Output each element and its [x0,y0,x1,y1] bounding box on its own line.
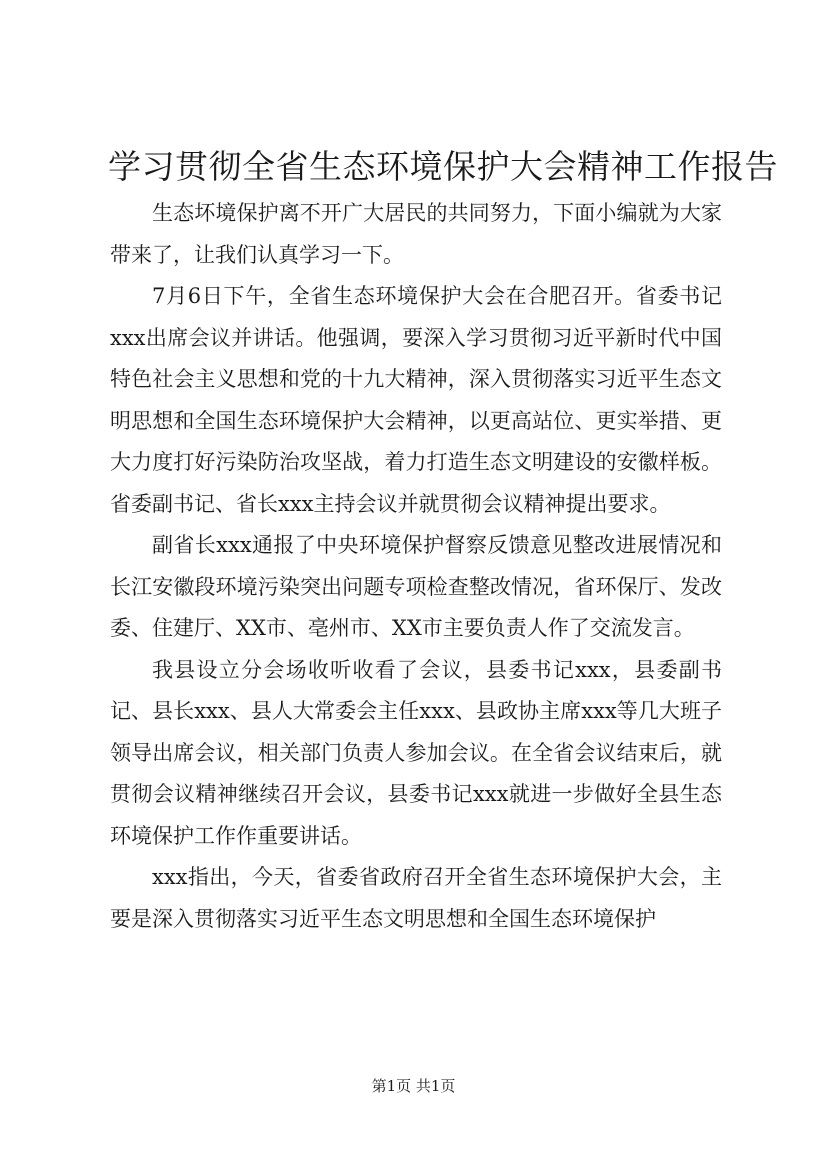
paragraph-meeting: 7月6日下午，全省生态环境保护大会在合肥召开。省委书记xxx出席会议并讲话。他强调，要深入学习贯彻习近平新时代中国特色社会主义思想和党的十九大精神，深入贯彻落实习近平生态文明思想和全国生态环境保护大会精神，以更高站位、更实举措、更大力度打好污染防治攻坚战，着力打造生态文明建设的安徽样板。省委副书记、省长xxx主持会议并就贯彻会议精神提出要求。 [110,284,722,516]
paragraph-intro: 生态坏境保护离不开广大居民的共同努力，下面小编就为大家带来了，让我们认真学习一下。 [110,201,722,267]
paragraph-speech: xxx指出，今天，省委省政府召开全省生态环境保护大会，主要是深入贯彻落实习近平生态文明思想和全国生态环境保护 [110,865,722,931]
document-body [110,193,722,940]
paragraph-report: 副省长xxx通报了中央环境保护督察反馈意见整改进展情况和长江安徽段环境污染突出问题专项检查整改情况，省环保厅、发改委、住建厅、XX市、亳州市、XX市主要负责人作了交流发言。 [110,533,722,640]
paragraph-county: 我县设立分会场收听收看了会议，县委书记xxx，县委副书记、县长xxx、县人大常委会主任xxx、县政协主席xxx等几大班子领导出席会议，相关部门负责人参加会议。在全省会议结束后，就贯彻会议精神继续召开会议，县委书记xxx就进一步做好全县生态环境保护工作作重要讲话。 [110,657,722,848]
document-title: 学习贯彻全省生态环境保护大会精神工作报告 [108,147,778,186]
page-number-footer: 第1页 共1页 [371,1077,456,1095]
